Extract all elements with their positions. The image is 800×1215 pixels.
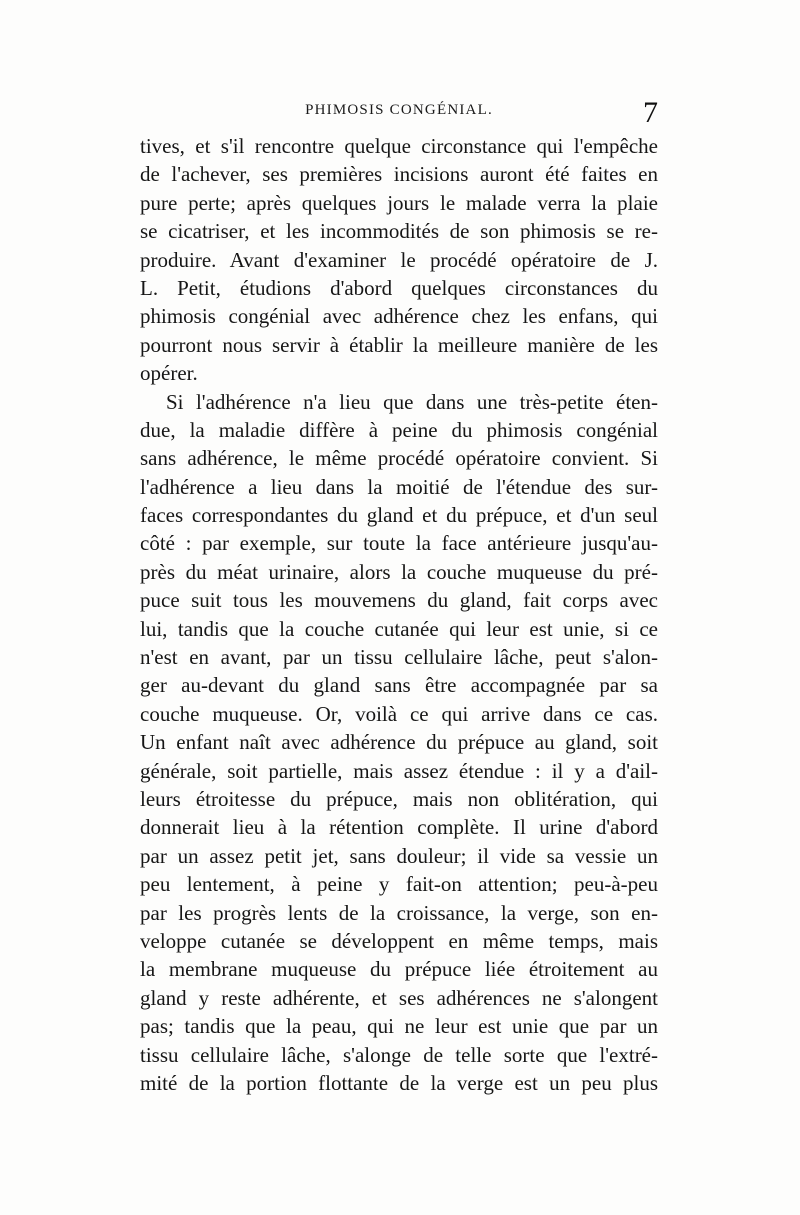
text-line: de l'achever, ses premières incisions auront été faites en <box>140 162 658 187</box>
text-line: générale, soit partielle, mais assez étendue : il y a d'ail- <box>140 758 658 783</box>
text-line: l'adhérence a lieu dans la moitié de l'étendue des sur- <box>140 474 658 499</box>
text-line: par un assez petit jet, sans douleur; il vide sa vessie un <box>140 843 658 868</box>
text-line: produire. Avant d'examiner le procédé opératoire de J. <box>140 247 658 272</box>
text-line: couche muqueuse. Or, voilà ce qui arrive dans ce cas. <box>140 701 658 726</box>
text-line: phimosis congénial avec adhérence chez les enfans, qui <box>140 304 658 329</box>
text-line: pas; tandis que la peau, qui ne leur est unie que par un <box>140 1014 658 1039</box>
running-head <box>140 98 658 132</box>
paragraph-start-line: Si l'adhérence n'a lieu que dans une très-petite éten- <box>166 389 658 414</box>
text-line: puce suit tous les mouvemens du gland, fait corps avec <box>140 588 658 613</box>
text-line: près du méat urinaire, alors la couche muqueuse du pré- <box>140 559 658 584</box>
body-text <box>140 132 658 1097</box>
text-line: par les progrès lents de la croissance, la verge, son en- <box>140 900 658 925</box>
text-line: tives, et s'il rencontre quelque circonstance qui l'empêche <box>140 134 658 158</box>
text-line: leurs étroitesse du prépuce, mais non oblitération, qui <box>140 786 658 811</box>
text-line: tissu cellulaire lâche, s'alonge de telle sorte que l'extré- <box>140 1042 658 1067</box>
text-line: lui, tandis que la couche cutanée qui leur est unie, si ce <box>140 616 658 641</box>
running-title: PHIMOSIS CONGÉNIAL. <box>305 102 493 118</box>
text-line: donnerait lieu à la rétention complète. Il urine d'abord <box>140 815 658 840</box>
text-line: faces correspondantes du gland et du prépuce, et d'un seul <box>140 503 658 528</box>
text-line: due, la maladie diffère à peine du phimosis congénial <box>140 417 658 442</box>
text-line: se cicatriser, et les incommodités de son phimosis se re- <box>140 219 658 244</box>
text-line: Un enfant naît avec adhérence du prépuce au gland, soit <box>140 730 658 755</box>
text-line: veloppe cutanée se développent en même temps, mais <box>140 928 658 953</box>
text-line: côté : par exemple, sur toute la face antérieure jusqu'au- <box>140 531 658 556</box>
page-number: 7 <box>643 96 658 129</box>
text-line: ger au-devant du gland sans être accompagnée par sa <box>140 673 658 698</box>
text-line: L. Petit, étudions d'abord quelques circonstances du <box>140 275 658 300</box>
text-line: sans adhérence, le même procédé opératoire convient. Si <box>140 446 658 471</box>
text-line: la membrane muqueuse du prépuce liée étroitement au <box>140 957 658 982</box>
text-line: opérer. <box>140 361 198 386</box>
text-line: pourront nous servir à établir la meilleure manière de les <box>140 332 658 357</box>
text-line: n'est en avant, par un tissu cellulaire lâche, peut s'alon- <box>140 645 658 670</box>
text-line: mité de la portion flottante de la verge est un peu plus <box>140 1070 658 1095</box>
text-line: pure perte; après quelques jours le malade verra la plaie <box>140 190 658 215</box>
text-line: gland y reste adhérente, et ses adhérences ne s'alongent <box>140 985 658 1010</box>
text-line: peu lentement, à peine y fait-on attention; peu-à-peu <box>140 872 658 897</box>
